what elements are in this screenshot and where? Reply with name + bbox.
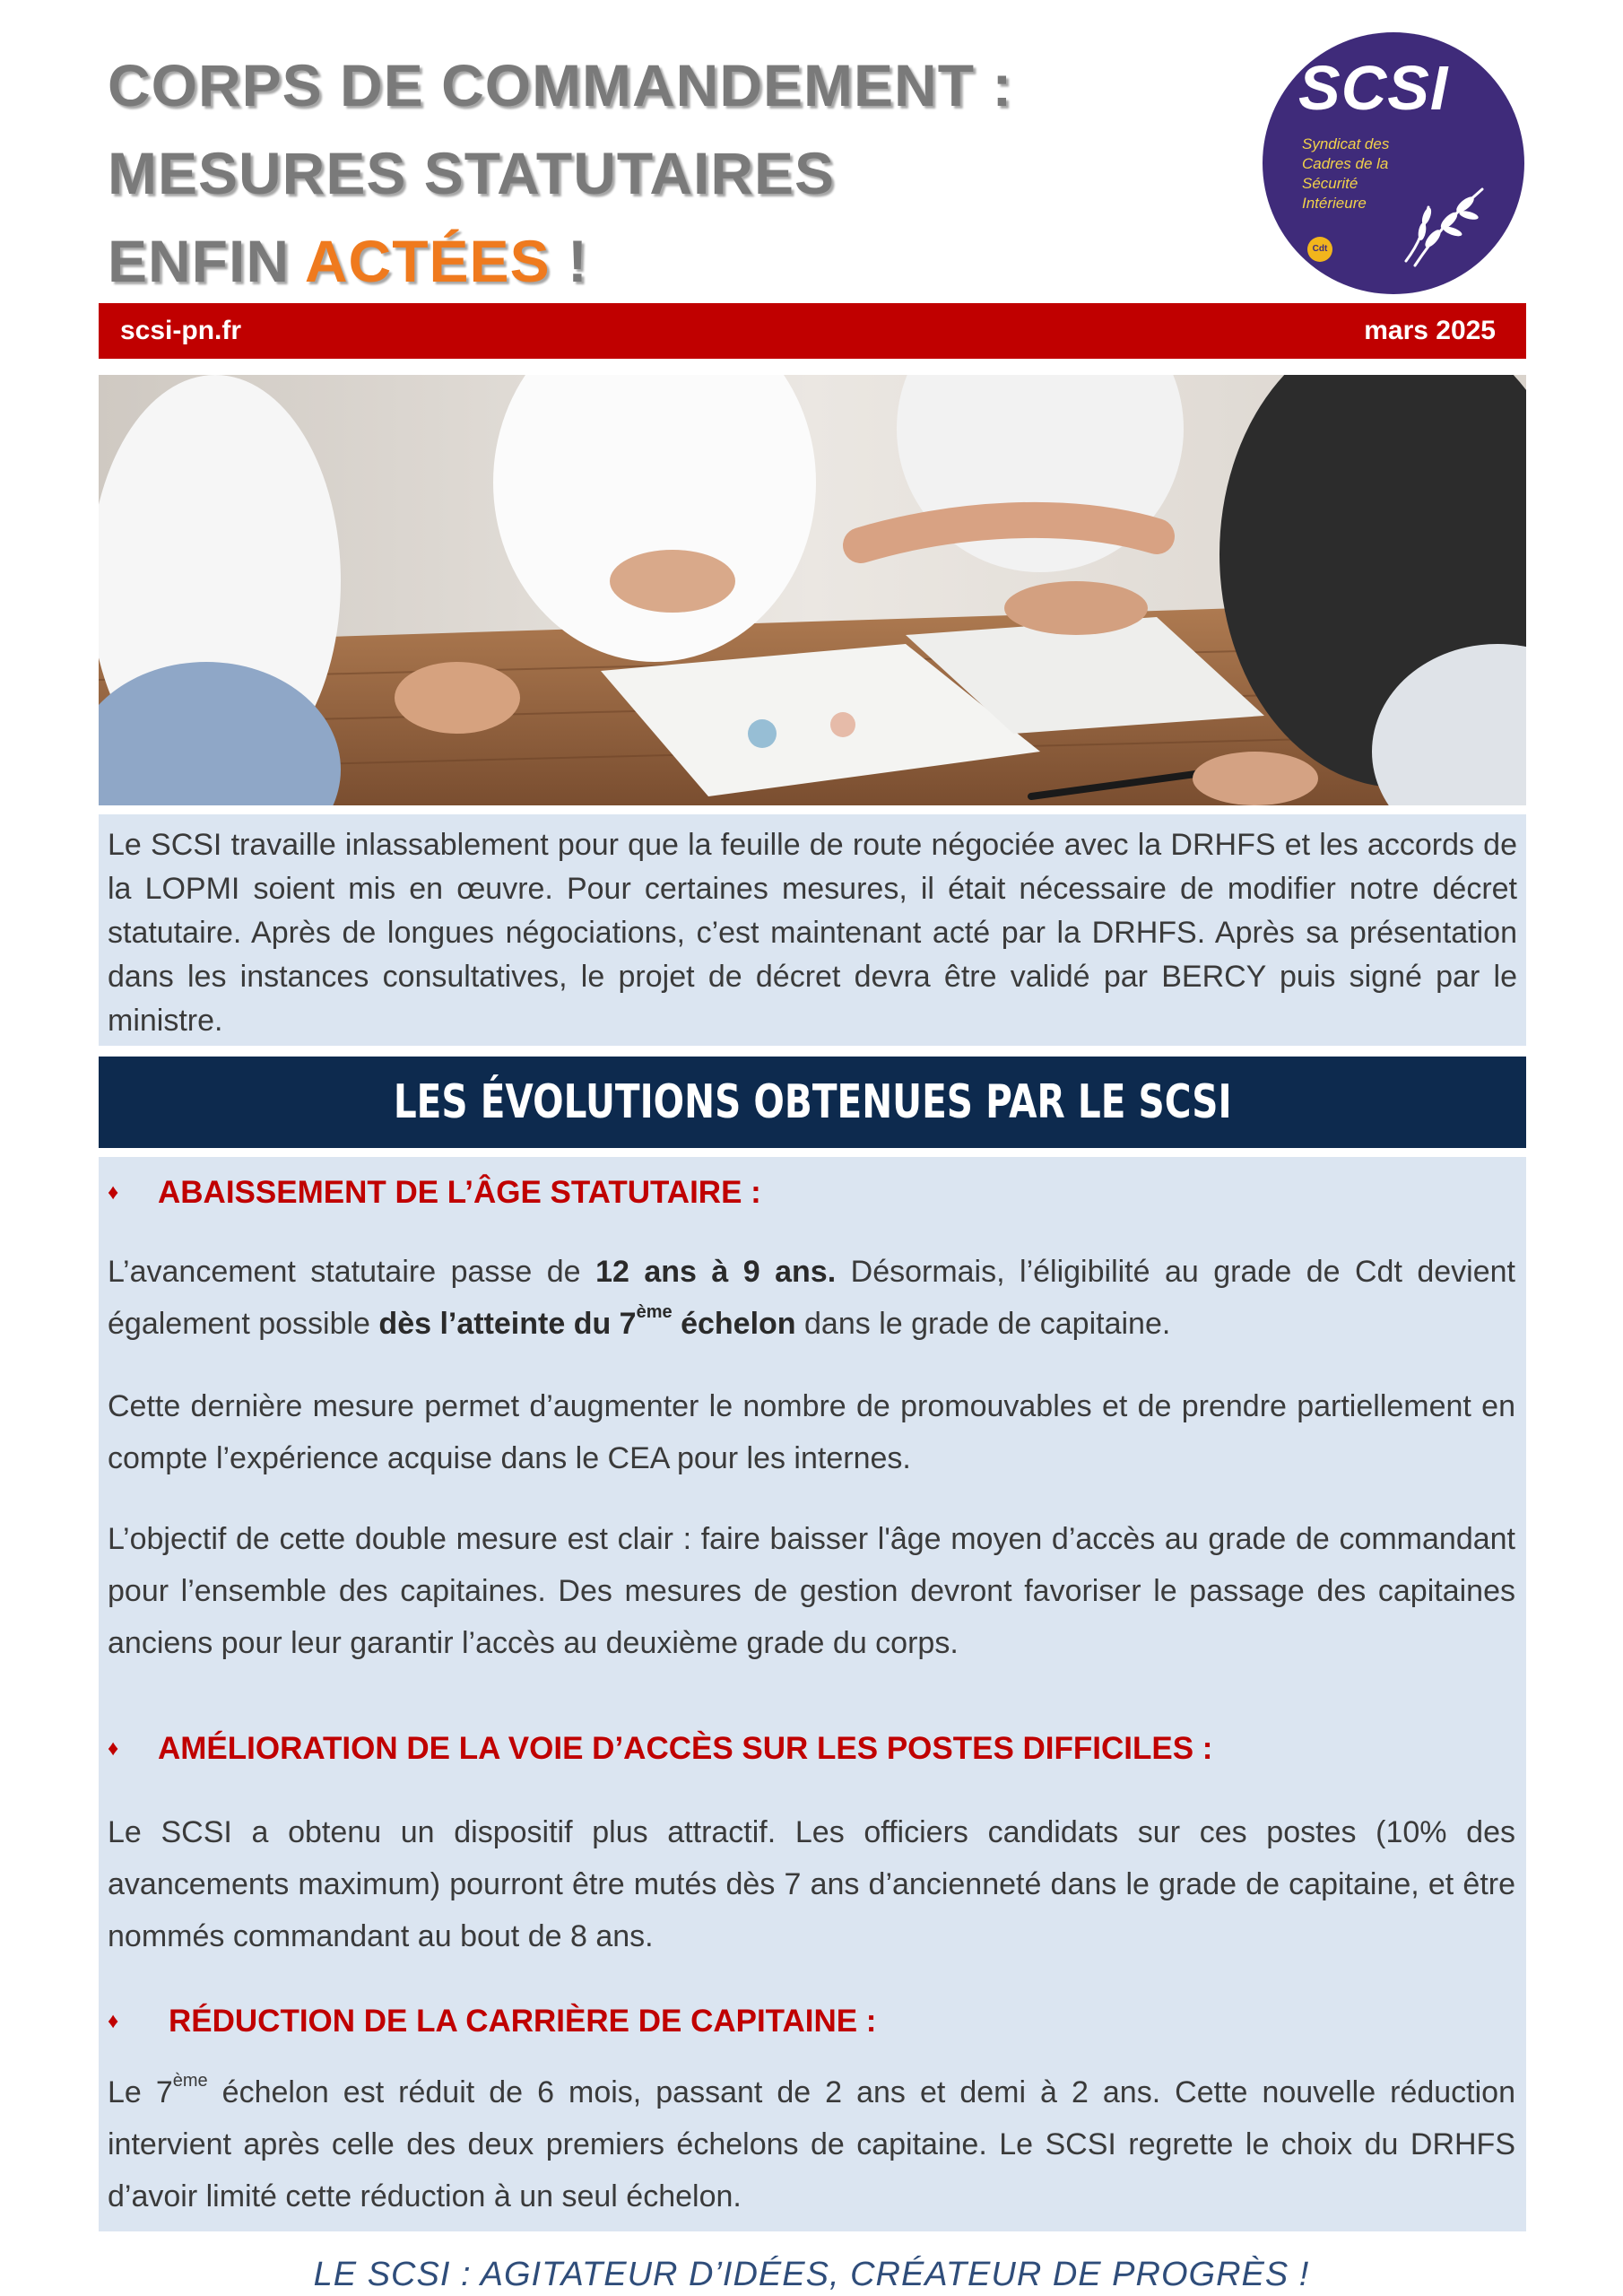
superscript: ème xyxy=(172,2071,208,2091)
meeting-illustration xyxy=(99,375,1526,805)
intro-paragraph: Le SCSI travaille inlassablement pour que la feuille de route négociée avec la DRHFS et les accords de la LOPMI soient mis en œuvre. Pour certaines mesures, il était nécessaire de modifier notre décret statutaire. Après de longues négociations, c’est maintenant acté par la DRHFS. Après sa présentation dans les instances consultatives, le projet de décret devra être validé par BERCY puis signé par le ministre. xyxy=(99,814,1526,1046)
title-line-3 xyxy=(108,217,1184,305)
text-run: Désormais, l’éligibilité au grade de Cdt devient également possible xyxy=(108,1255,1515,1341)
measure-heading-text: RÉDUCTION DE LA CARRIÈRE DE CAPITAINE : xyxy=(169,2004,877,2039)
text-run: dans le grade de capitaine. xyxy=(795,1307,1171,1341)
measure-heading-3 xyxy=(108,2004,876,2039)
measure-heading-2 xyxy=(108,1731,1212,1767)
text-run: Le 7 xyxy=(108,2075,173,2109)
publication-date: mars 2025 xyxy=(1364,316,1496,345)
page-title xyxy=(108,41,1184,305)
text-run: L’avancement statutaire passe de xyxy=(108,1255,596,1289)
logo-brand: SCSI xyxy=(1298,53,1449,123)
title-line-3-suffix: ! xyxy=(550,228,588,294)
diamond-bullet-icon: ♦ xyxy=(108,1736,119,1761)
measure-3-paragraph-1 xyxy=(108,2066,1515,2222)
text-run: échelon est réduit de 6 mois, passant de 2 ans et demi à 2 ans. Cette nouvelle réduction intervient après celle des deux premiers échelons de capitaine. Le SCSI regrette le choix du DRHFS d’avoir limité cette réduction à un seul échelon. xyxy=(108,2075,1515,2213)
text-run: échelon xyxy=(672,1307,796,1341)
title-line-2: MESURES STATUTAIRES xyxy=(108,140,836,206)
measure-heading-text: ABAISSEMENT DE L’ÂGE STATUTAIRE : xyxy=(158,1175,761,1210)
measure-2-paragraph-1: Le SCSI a obtenu un dispositif plus attractif. Les officiers candidats sur ces postes (10% des avancements maximum) pourront être mutés dès 7 ans d’ancienneté dans le grade de capitaine, et être nommés commandant au bout de 8 ans. xyxy=(108,1815,1515,1953)
footer-slogan: LE SCSI : AGITATEUR D’IDÉES, CRÉATEUR DE PROGRÈS ! xyxy=(313,2256,1310,2293)
text-run: dès l’atteinte du 7 xyxy=(378,1307,637,1341)
measure-heading-1 xyxy=(108,1175,761,1211)
title-line-3-prefix: ENFIN xyxy=(108,228,305,294)
logo-tagline-line: Sécurité xyxy=(1302,175,1358,192)
logo-badge: Cdt xyxy=(1307,237,1332,262)
meeting-photo xyxy=(99,375,1526,805)
logo-tagline-line: Syndicat des xyxy=(1302,135,1390,152)
text-run-bold: 12 ans à 9 ans. xyxy=(595,1255,837,1289)
measure-1-paragraph-2: Cette dernière mesure permet d’augmenter le nombre de promouvables et de prendre partiellement en compte l’expérience acquise dans le CEA pour les internes. xyxy=(108,1389,1515,1475)
diamond-bullet-icon: ♦ xyxy=(108,1180,119,1205)
text-run-bold xyxy=(378,1302,796,1341)
measure-1-paragraph-3: L’objectif de cette double mesure est clair : faire baisser l'âge moyen d’accès au grade de commandant pour l’ensemble des capitaines. Des mesures de gestion devront favoriser le passage des capitaines anciens pour leur garantir l’accès au deuxième grade du corps. xyxy=(108,1522,1515,1660)
scsi-logo xyxy=(1263,32,1524,294)
superscript: ème xyxy=(636,1302,673,1322)
title-accent-word: ACTÉES xyxy=(304,228,551,294)
logo-tagline-line: Cadres de la xyxy=(1302,155,1389,172)
website-link[interactable]: scsi-pn.fr xyxy=(120,316,242,345)
measure-heading-text: AMÉLIORATION DE LA VOIE D’ACCÈS SUR LES POSTES DIFFICILES : xyxy=(158,1731,1213,1766)
title-line-1: CORPS DE COMMANDEMENT : xyxy=(108,52,1013,118)
measure-1-paragraph-1 xyxy=(108,1246,1515,1350)
header-band xyxy=(99,303,1526,359)
section-header xyxy=(99,1057,1526,1148)
diamond-bullet-icon: ♦ xyxy=(108,2009,119,2033)
logo-tagline-line: Intérieure xyxy=(1302,195,1367,212)
section-title: LES ÉVOLUTIONS OBTENUES PAR LE SCSI xyxy=(393,1075,1232,1129)
olive-branch-icon xyxy=(1397,176,1496,274)
